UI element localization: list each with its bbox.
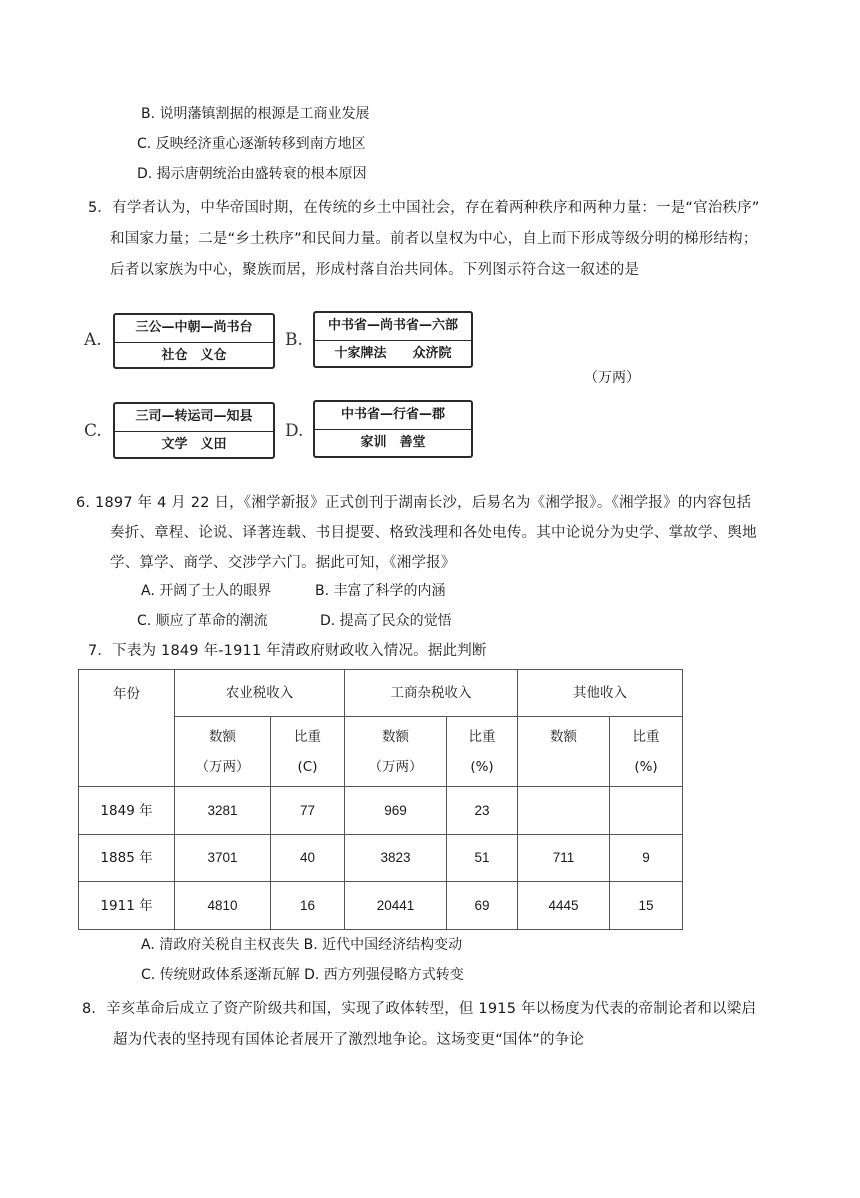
q6-option-d: D. 提高了民众的觉悟 (320, 613, 452, 629)
row-year: 1911 年 (79, 882, 175, 930)
q7-options-line2: C. 传统财政体系逐渐瓦解 D. 西方列强侵略方式转变 (141, 967, 464, 983)
q5-option-b-label: B. (285, 330, 303, 350)
biz-ratio-cell: 23 (447, 787, 518, 835)
row-year: 1885 年 (79, 835, 175, 882)
q6-stem-line2: 奏折、章程、论说、译著连载、书目提要、格致浅理和各处电传。其中论说分为史学、掌故学、舆地 (110, 525, 757, 541)
other-ratio-cell: 15 (610, 882, 683, 930)
q5-option-b-top: 中书省—尚书省—六部 (315, 313, 471, 341)
q5-option-d-top: 中书省—行省—郡 (315, 402, 471, 430)
biz-ratio-header (447, 717, 518, 787)
agri-amount-header (175, 717, 271, 787)
q5-option-d-box (313, 400, 473, 458)
q5-option-c-top: 三司—转运司—知县 (115, 404, 273, 432)
biz-amount-cell: 20441 (345, 882, 447, 930)
stray-unit-label: （万两） (584, 370, 640, 386)
table-row (79, 835, 683, 882)
q4-option-b: B. 说明藩镇割据的根源是工商业发展 (141, 106, 370, 122)
biz-ratio-unit: (%) (470, 758, 494, 775)
q5-stem-line2: 和国家力量；二是“乡土秩序”和民间力量。前者以皇权为中心，自上而下形成等级分明的梯形结构； (110, 231, 758, 247)
other-amount-cell: 4445 (518, 882, 610, 930)
biz-amount-unit: （万两） (368, 758, 423, 775)
q7-stem: 7．下表为 1849 年-1911 年清政府财政收入情况。据此判断 (88, 643, 487, 659)
q5-option-b-box (313, 311, 473, 368)
agri-amount-cell: 4810 (175, 882, 271, 930)
agri-amount-label: 数额 (209, 728, 236, 745)
q5-stem-line3: 后者以家族为中心，聚族而居，形成村落自治共同体。下列图示符合这一叙述的是 (110, 262, 640, 278)
q8-stem-line2: 超为代表的坚持现有国体论者展开了激烈地争论。这场变更“国体”的争论 (113, 1032, 585, 1048)
other-ratio-label: 比重 (632, 728, 660, 745)
q7-options-line1: A. 清政府关税自主权丧失 B. 近代中国经济结构变动 (141, 937, 463, 953)
q6-stem-line3: 学、算学、商学、交涉学六门。据此可知，《湘学报》 (110, 555, 456, 571)
other-ratio-cell (610, 787, 683, 835)
table-row (79, 882, 683, 930)
agri-ratio-unit: (C) (297, 758, 318, 775)
other-ratio-unit: (%) (634, 758, 658, 775)
q5-option-a-top: 三公—中朝—尚书台 (115, 315, 273, 343)
agri-group-header: 农业税收入 (175, 670, 345, 717)
q5-option-d-label: D. (285, 421, 304, 441)
q5-option-d-bottom: 家训 善堂 (360, 435, 426, 450)
q6-option-b: B. 丰富了科学的内涵 (315, 583, 446, 599)
agri-ratio-cell: 77 (271, 787, 345, 835)
agri-amount-unit: （万两） (195, 758, 250, 775)
q5-stem-line1: 5．有学者认为，中华帝国时期，在传统的乡土中国社会，存在着两种秩序和两种力量：一是“官治秩序” (88, 200, 760, 216)
agri-amount-cell: 3701 (175, 835, 271, 882)
biz-ratio-cell: 51 (447, 835, 518, 882)
year-header: 年份 (79, 670, 175, 787)
other-group-header: 其他收入 (518, 670, 683, 717)
other-amount-header (518, 717, 610, 787)
other-amount-cell (518, 787, 610, 835)
q5-option-c-label: C. (84, 421, 102, 441)
other-ratio-header (610, 717, 683, 787)
agri-amount-cell: 3281 (175, 787, 271, 835)
q5-option-a-bottom: 社仓 义仓 (161, 348, 227, 363)
q8-stem-line1: 8．辛亥革命后成立了资产阶级共和国，实现了政体转型，但 1915 年以杨度为代表的帝制论者和以梁启 (82, 1001, 757, 1017)
row-year: 1849 年 (79, 787, 175, 835)
agri-ratio-cell: 16 (271, 882, 345, 930)
other-ratio-cell: 9 (610, 835, 683, 882)
biz-ratio-label: 比重 (468, 728, 496, 745)
q6-option-c: C. 顺应了革命的潮流 (137, 613, 268, 629)
q5-option-b-bottom: 十家牌法 众济院 (334, 346, 452, 361)
q5-option-a-box (113, 313, 275, 369)
q5-option-c-box (113, 402, 275, 459)
q5-option-a-label: A. (84, 330, 102, 350)
q4-option-c: C. 反映经济重心逐渐转移到南方地区 (137, 136, 366, 152)
biz-amount-cell: 3823 (345, 835, 447, 882)
other-amount-label: 数额 (550, 729, 577, 745)
fiscal-revenue-table (78, 669, 683, 930)
biz-group-header: 工商杂税收入 (345, 670, 518, 717)
biz-ratio-cell: 69 (447, 882, 518, 930)
q5-option-c-bottom: 文学 义田 (161, 437, 227, 452)
agri-ratio-label: 比重 (294, 728, 321, 745)
other-amount-cell: 711 (518, 835, 610, 882)
q6-stem-line1: 6. 1897 年 4 月 22 日，《湘学新报》正式创刊于湖南长沙，后易名为《湘学报》。《湘学报》的内容包括 (76, 495, 752, 511)
table-row (79, 787, 683, 835)
biz-amount-label: 数额 (382, 728, 409, 745)
agri-ratio-cell: 40 (271, 835, 345, 882)
q6-option-a: A. 开阔了士人的眼界 (141, 583, 272, 599)
q4-option-d: D. 揭示唐朝统治由盛转衰的根本原因 (137, 166, 367, 182)
biz-amount-cell: 969 (345, 787, 447, 835)
biz-amount-header (345, 717, 447, 787)
table-header-row-1 (79, 670, 683, 717)
agri-ratio-header (271, 717, 345, 787)
